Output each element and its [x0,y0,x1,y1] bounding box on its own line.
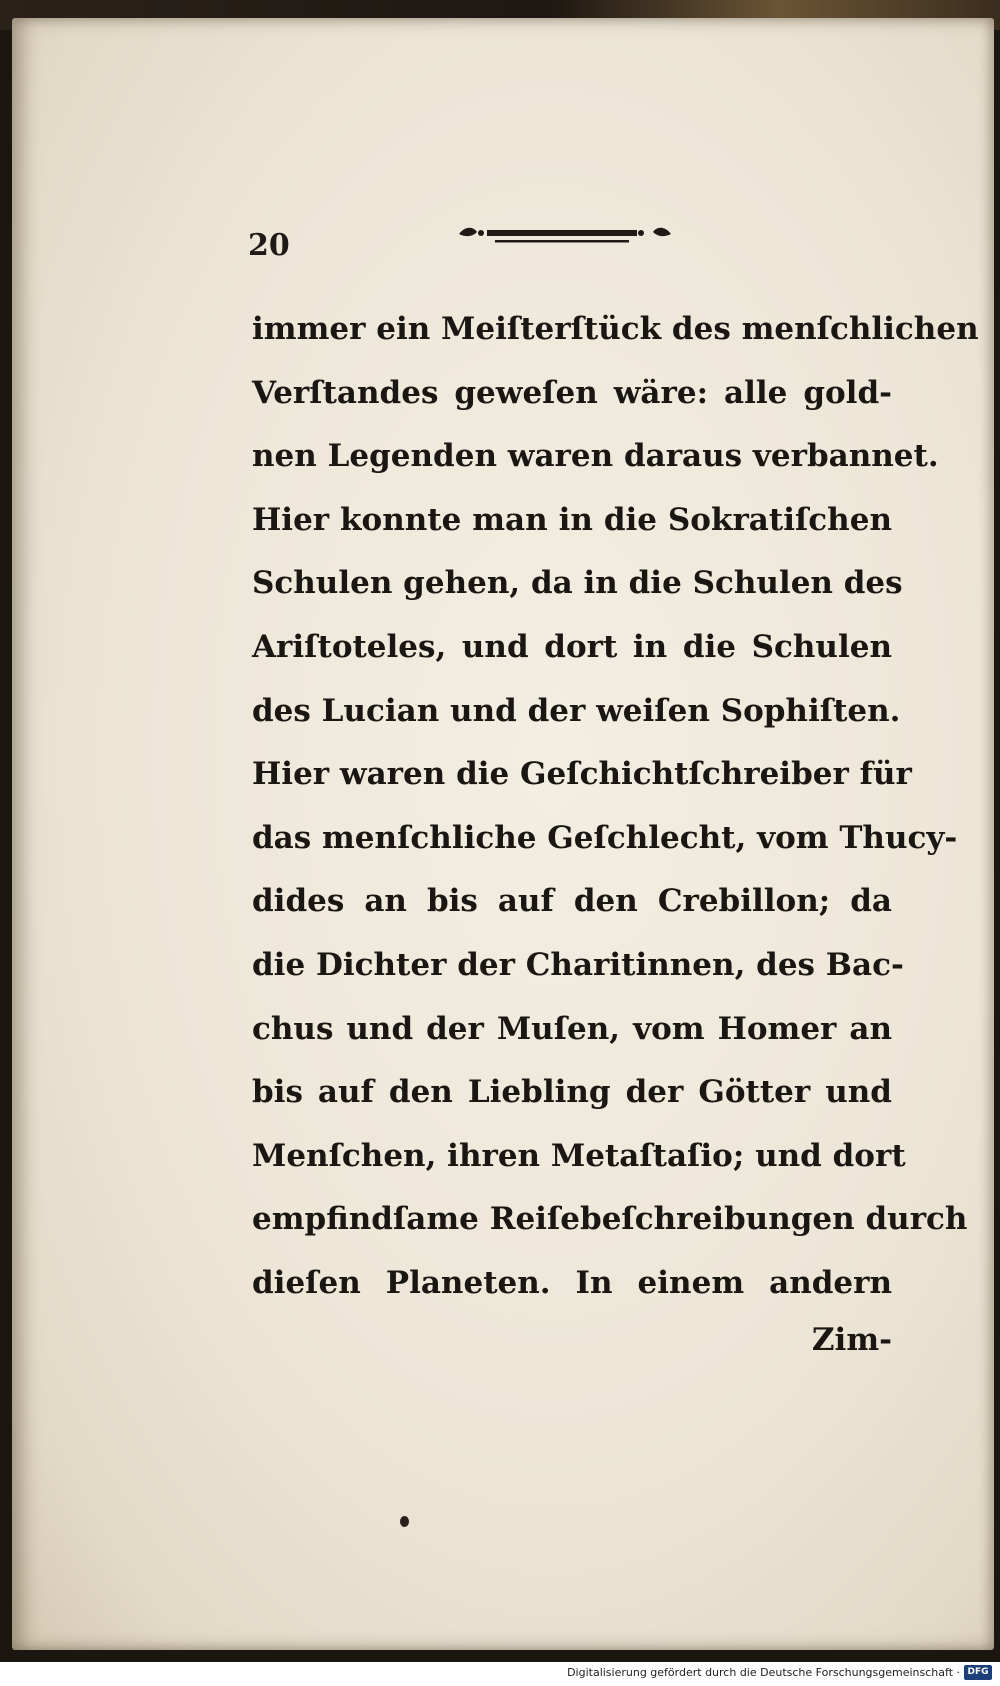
text-line: Menſchen, ihren Metaſtaſio; und dort [252,1137,906,1174]
text-line: Ariſtoteles, und dort in die Schulen [252,628,892,665]
text-line: chus und der Muſen, vom Homer an [252,1010,892,1047]
text-line: Hier konnte man in die Sokratiſchen [252,501,892,538]
dfg-logo: DFG [964,1665,992,1680]
text-line: Schulen gehen, da in die Schulen des [252,565,903,602]
ink-spot [400,1516,409,1527]
text-line: immer ein Meiſterſtück des menſchlichen [252,311,979,347]
digitization-credit: Digitalisierung gefördert durch die Deutsche Forschungsgemeinschaft · [567,1666,960,1679]
header-ornament [455,220,675,250]
text-line: nen Legenden waren daraus verbannet. [252,438,939,475]
body-text [252,308,979,1326]
page-number: 20 [248,228,290,263]
text-line: dides an bis auf den Crebillon; da [252,883,892,920]
text-line: des Lucian und der weiſen Sophiſten. [252,692,901,729]
text-line: dieſen Planeten. In einem andern [252,1264,892,1301]
text-line: Verſtandes geweſen wäre: alle gold- [252,374,892,411]
text-line: die Dichter der Charitinnen, des Bac- [252,946,904,983]
text-line: bis auf den Liebling der Götter und [252,1074,892,1111]
text-line: das menſchliche Geſchlecht, vom Thucy- [252,819,958,856]
text-line: empfindſame Reiſebeſchreibungen durch [252,1201,968,1238]
catchword: Zim- [811,1322,892,1358]
text-line: Hier waren die Geſchichtſchreiber für [252,756,912,793]
